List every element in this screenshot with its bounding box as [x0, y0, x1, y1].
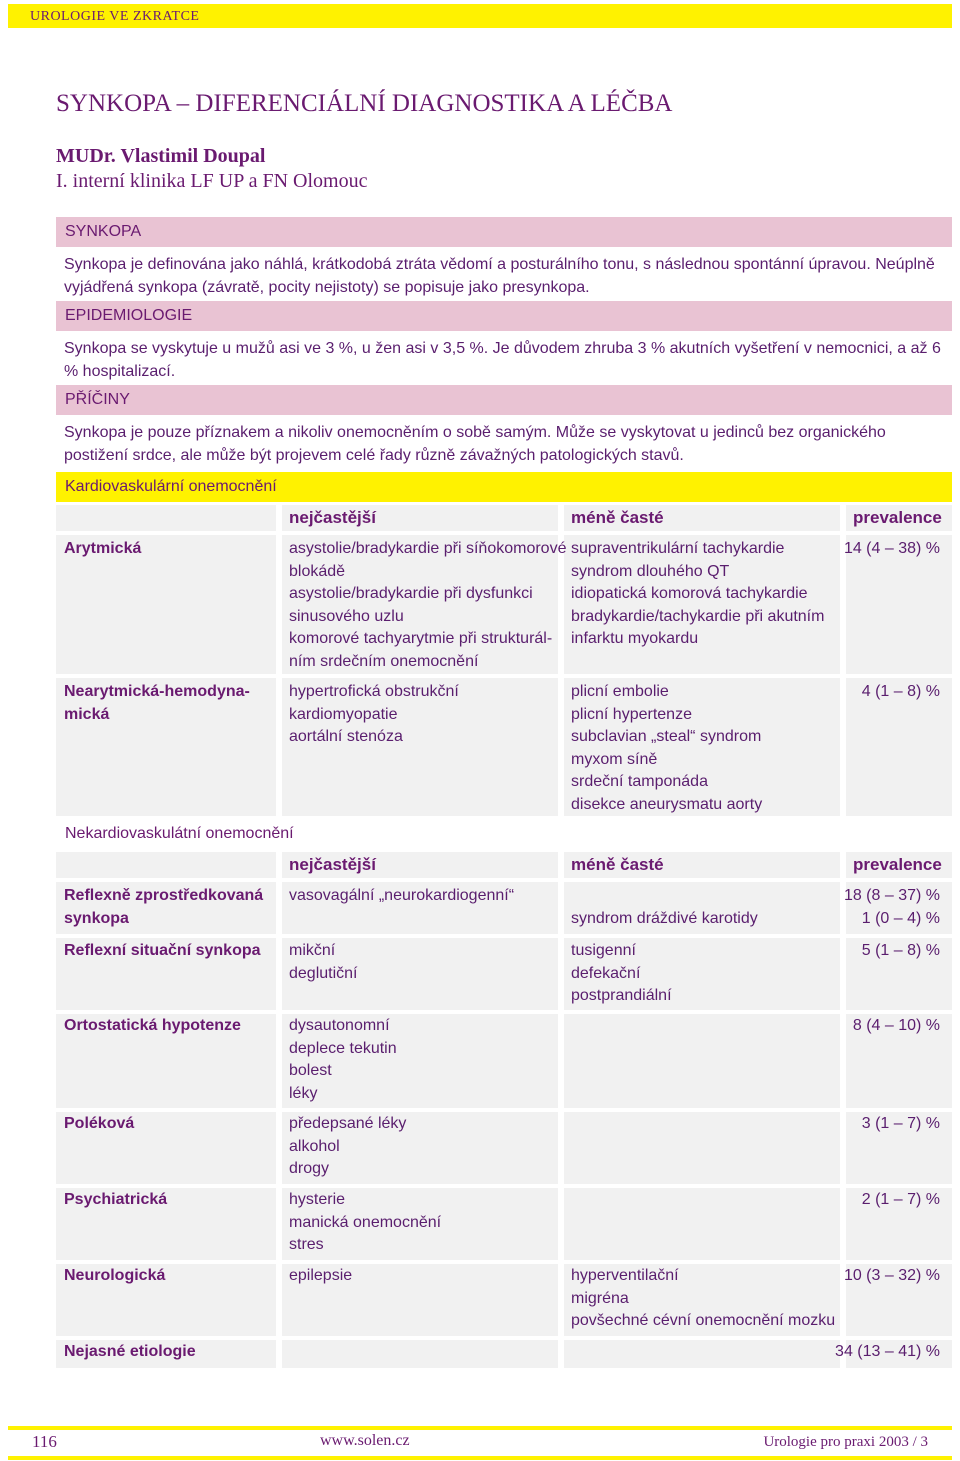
header-bar	[8, 4, 952, 28]
cell-prevalence: 8 (4 – 10) %	[852, 1017, 940, 1034]
paragraph-priciny: Synkopa je pouze příznakem a nikoliv onemocněním o sobě samým. Může se vyskytovat u jedinců bez organického postižení srdce, ale může být projevem celé řady různě závažných patologických stavů.	[64, 424, 886, 464]
article-title: SYNKOPA – DIFERENCIÁLNÍ DIAGNOSTIKA A LÉČBA	[56, 90, 673, 117]
col-header-less: méně časté	[571, 855, 664, 874]
section-label: UROLOGIE VE ZKRATCE	[30, 9, 200, 24]
cell-most: hypertrofická obstrukční kardiomyopatie aortální stenóza	[289, 683, 459, 745]
row-label: Neurologická	[64, 1267, 166, 1284]
cell-most: dysautonomní deplece tekutin bolest léky	[289, 1017, 397, 1102]
footer-rule-bottom	[8, 1456, 952, 1460]
col-header-less: méně časté	[571, 508, 664, 527]
cell-most: předepsané léky alkohol drogy	[289, 1115, 407, 1177]
row-label: Reflexní situační synkopa	[64, 942, 261, 959]
row-label: Ortostatická hypotenze	[64, 1017, 241, 1034]
cell-most: mikční deglutiční	[289, 942, 358, 982]
journal-name: Urologie pro praxi 2003 / 3	[763, 1434, 928, 1450]
table-cell	[564, 1188, 840, 1260]
affiliation: I. interní klinika LF UP a FN Olomouc	[56, 170, 368, 192]
cell-prevalence: 2 (1 – 7) %	[861, 1191, 940, 1208]
row-label: Reflexně zprostředkovaná synkopa	[64, 887, 264, 927]
row-label: Arytmická	[64, 540, 142, 557]
cell-prevalence: 10 (3 – 32) %	[843, 1267, 940, 1284]
article-byline	[56, 144, 367, 194]
cell-prevalence: 14 (4 – 38) %	[843, 540, 940, 557]
cell-less: supraventrikulární tachykardie syndrom dlouhého QT idiopatická komorová tachykardie bradykardie/tachykardie při akutním infarktu myokardu	[571, 540, 825, 647]
row-label: Psychiatrická	[64, 1191, 168, 1208]
cell-most: vasovagální „neurokardiogenní“	[289, 887, 515, 904]
cell-prevalence: 5 (1 – 8) %	[861, 942, 940, 959]
cell-most: hysterie manická onemocnění stres	[289, 1191, 442, 1253]
table-cell	[564, 1014, 840, 1108]
footer-url[interactable]: www.solen.cz	[320, 1432, 410, 1449]
paragraph-synkopa: Synkopa je definována jako náhlá, krátkodobá ztráta vědomí a posturálního tonu, s následnou spontánní úpravou. Neúplně vyjádřená synkopa (závratě, pocity nejistoty) se popisuje jako presynkopa.	[64, 256, 935, 296]
cell-prevalence: 18 (8 – 37) % 1 (0 – 4) %	[843, 887, 940, 927]
row-label: Nejasné etiologie	[64, 1343, 196, 1360]
col-header-most: nejčastější	[289, 855, 376, 874]
col-header-prevalence: prevalence	[853, 855, 942, 874]
row-label: Poléková	[64, 1115, 135, 1132]
table-cell	[564, 1112, 840, 1184]
table-cell	[282, 1340, 558, 1368]
col-header-prevalence: prevalence	[853, 508, 942, 527]
cell-less: syndrom dráždivé karotidy	[571, 909, 758, 927]
cell-prevalence: 4 (1 – 8) %	[861, 683, 940, 700]
section-heading-synkopa: SYNKOPA	[56, 217, 952, 247]
cell-prevalence: 3 (1 – 7) %	[861, 1115, 940, 1132]
row-label: Nearytmická-hemodyna- mická	[64, 683, 250, 723]
author-name: MUDr. Vlastimil Doupal	[56, 145, 266, 167]
table-header-cell	[56, 505, 276, 531]
table-cell	[564, 1340, 840, 1368]
cell-less: plicní embolie plicní hypertenze subclavian „steal“ syndrom myxom síně srdeční tamponáda disekce aneurysmatu aorty	[571, 683, 763, 813]
cell-most: epilepsie	[289, 1267, 353, 1284]
cell-prevalence: 34 (13 – 41) %	[835, 1343, 940, 1360]
col-header-most: nejčastější	[289, 508, 376, 527]
page-number: 116	[32, 1432, 57, 1451]
cell-less: hyperventilační migréna povšechné cévní onemocnění mozku	[571, 1267, 836, 1329]
paragraph-epidemiologie: Synkopa se vyskytuje u mužů asi ve 3 %, u žen asi v 3,5 %. Je důvodem zhruba 3 % akutních vyšetření v nemocnici, a až 6 % hospitalizací.	[64, 340, 941, 380]
subheading-noncardiovascular: Nekardiovaskulátní onemocnění	[65, 825, 294, 842]
cell-most: asystolie/bradykardie při síňokomorové blokádě asystolie/bradykardie při dysfunkci sinusového uzlu komorové tachyarytmie při strukturál- ním srdečním onemocnění	[289, 540, 567, 670]
cell-less: tusigenní defekační postprandiální	[571, 942, 672, 1004]
section-heading-priciny: PŘÍČINY	[56, 385, 952, 415]
subheading-cardiovascular: Kardiovaskulární onemocnění	[56, 472, 952, 502]
section-heading-epidemiologie: EPIDEMIOLOGIE	[56, 301, 952, 331]
footer-rule-top	[8, 1426, 952, 1430]
table-header-cell	[56, 852, 276, 878]
